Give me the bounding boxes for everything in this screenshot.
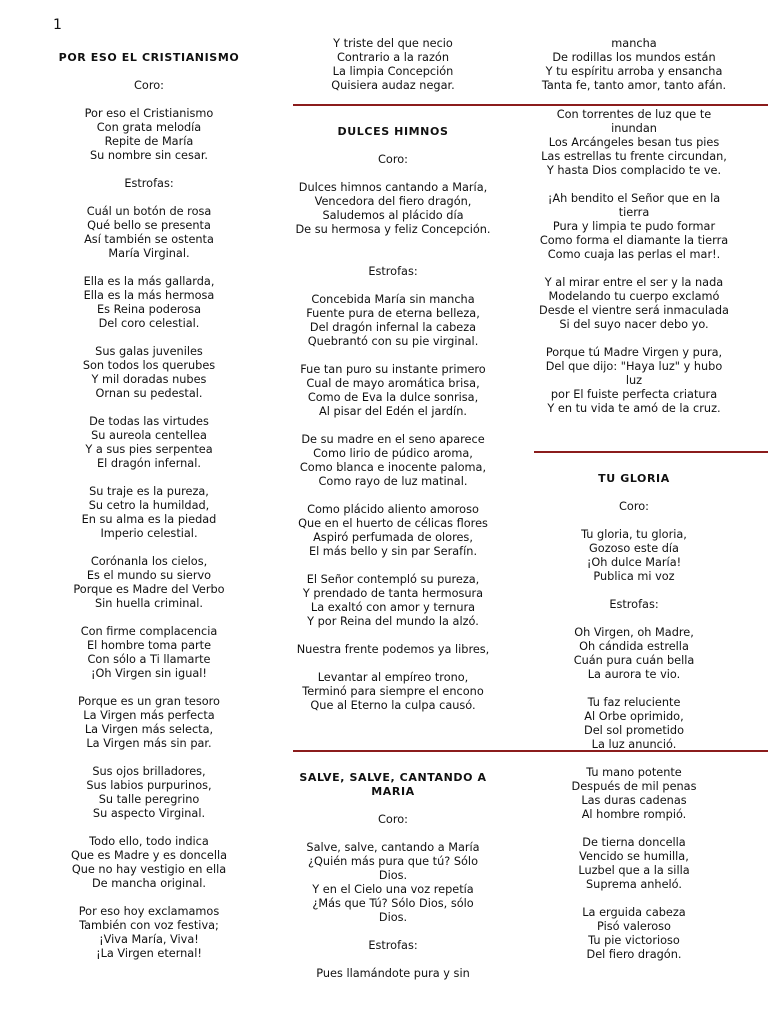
coro-text: Por eso el Cristianismo Con grata melodía Repite de María Su nombre sin cesar. (84, 107, 214, 162)
stanza: Por eso hoy exclamamos También con voz festiva; ¡Viva María, Viva! ¡La Virgen eternal! (78, 905, 220, 960)
stanza: Porque tú Madre Virgen y pura, Del que dijo: "Haya luz" y hubo luz por El fuiste perfecta criatura Y en tu vida te amó de la cruz. (545, 346, 723, 415)
stanza: Con firme complacencia El hombre toma parte Con sólo a Ti llamarte ¡Oh Virgen sin igual! (80, 625, 218, 680)
estrofas-label: Estrofas: (368, 265, 418, 278)
stanza: Cuál un botón de rosa Qué bello se presenta Así también se ostenta María Virginal. (84, 205, 214, 260)
column-1 (40, 51, 258, 961)
section-divider (293, 104, 531, 106)
stanza: Sus ojos brilladores, Sus labios purpurinos, Su talle peregrino Su aspecto Virginal. (86, 765, 212, 820)
estrofas-label: Estrofas: (609, 598, 659, 611)
stanza: Corónanla los cielos, Es el mundo su siervo Porque es Madre del Verbo Sin huella criminal. (73, 555, 225, 610)
stanza: Todo ello, todo indica Que es Madre y es doncella Que no hay vestigio en ella De mancha original. (70, 835, 228, 890)
stanza: Porque es un gran tesoro La Virgen más perfecta La Virgen más selecta, La Virgen más sin par. (78, 695, 220, 750)
stanza: Como plácido aliento amoroso Que en el huerto de célicas flores Aspiró perfumada de olores, El más bello y sin par Serafín. (298, 503, 488, 558)
song-tu-gloria (528, 472, 740, 962)
stanza: Tu faz reluciente Al Orbe oprimido, Del sol prometido La luz anunció. (584, 696, 684, 751)
page-number: 1 (53, 17, 62, 33)
section-divider (534, 451, 768, 453)
song-title-por-eso: POR ESO EL CRISTIANISMO (58, 51, 240, 64)
estrofas-label: Estrofas: (124, 177, 174, 190)
song-dulces-himnos (290, 125, 496, 713)
coro-label: Coro: (619, 500, 649, 513)
stanza: Y triste del que necio Contrario a la razón La limpia Concepción Quisiera audaz negar. (331, 37, 455, 92)
stanza: El Señor contempló su pureza, Y prendado de tanta hermosura La exaltó con amor y ternura Y por Reina del mundo la alzó. (302, 573, 484, 628)
section-divider (531, 750, 768, 752)
estrofas-label: Estrofas: (368, 939, 418, 952)
stanza: mancha De rodillas los mundos están Y tu espíritu arroba y ensancha Tanta fe, tanto amor, tanto afán. (541, 37, 727, 92)
column-2-top (290, 37, 496, 93)
stanza: Oh Virgen, oh Madre, Oh cándida estrella Cuán pura cuán bella La aurora te vio. (573, 626, 695, 681)
stanza: Ella es la más gallarda, Ella es la más hermosa Es Reina poderosa Del coro celestial. (83, 275, 215, 330)
stanza: De tierna doncella Vencido se humilla, Luzbel que a la silla Suprema anheló. (578, 836, 690, 891)
stanza: Nuestra frente podemos ya libres, (296, 643, 490, 656)
stanza: Sus galas juveniles Son todos los querubes Y mil doradas nubes Ornan su pedestal. (82, 345, 216, 400)
stanza: Su traje es la pureza, Su cetro la humildad, En su alma es la piedad Imperio celestial. (81, 485, 217, 540)
song-title-dulces-himnos: DULCES HIMNOS (337, 125, 449, 138)
song-title-salve: SALVE, SALVE, CANTANDO A MARIA (299, 771, 487, 798)
stanza: Pues llamándote pura y sin (316, 967, 470, 980)
stanza: Tu mano potente Después de mil penas Las duras cadenas Al hombre rompió. (571, 766, 697, 821)
stanza: De su madre en el seno aparece Como lirio de púdico aroma, Como blanca e inocente paloma, Como rayo de luz matinal. (299, 433, 487, 488)
column-3-top (528, 37, 740, 93)
coro-label: Coro: (378, 813, 408, 826)
song-title-tu-gloria: TU GLORIA (598, 472, 670, 485)
stanza: Fue tan puro su instante primero Cual de mayo aromática brisa, Como de Eva la dulce sonrisa, Al pisar del Edén el jardín. (300, 363, 486, 418)
coro-text: Salve, salve, cantando a María ¿Quién más pura que tú? Sólo Dios. Y en el Cielo una voz repetía ¿Más que Tú? Sólo Dios, sólo Dios. (306, 841, 480, 924)
stanza: ¡Ah bendito el Señor que en la tierra Pura y limpia te pudo formar Como forma el diamante la tierra Como cuaja las perlas el mar!. (539, 192, 729, 261)
section-divider (531, 104, 768, 106)
column-3-middle (528, 108, 740, 416)
stanza: Levantar al empíreo trono, Terminó para siempre el encono Que al Eterno la culpa causó. (302, 671, 484, 712)
stanza: Concebida María sin mancha Fuente pura de eterna belleza, Del dragón infernal la cabeza Quebrantó con su pie virginal. (306, 293, 480, 348)
coro-text: Tu gloria, tu gloria, Gozoso este día ¡Oh dulce María! Publica mi voz (581, 528, 687, 583)
stanza: Con torrentes de luz que te inundan Los Arcángeles besan tus pies Las estrellas tu frente circundan, Y hasta Dios complacido te ve. (541, 108, 727, 177)
coro-text: Dulces himnos cantando a María, Vencedora del fiero dragón, Saludemos al plácido día De su hermosa y feliz Concepción. (295, 181, 491, 236)
stanza: Y al mirar entre el ser y la nada Modelando tu cuerpo exclamó Desde el vientre será inmaculada Si del suyo nacer debo yo. (539, 276, 729, 331)
coro-label: Coro: (134, 79, 164, 92)
stanza: La erguida cabeza Pisó valeroso Tu pie victorioso Del fiero dragón. (582, 906, 686, 961)
stanza: De todas las virtudes Su aureola centellea Y a sus pies serpentea El dragón infernal. (85, 415, 213, 470)
song-salve (290, 771, 496, 981)
section-divider (293, 750, 531, 752)
coro-label: Coro: (378, 153, 408, 166)
